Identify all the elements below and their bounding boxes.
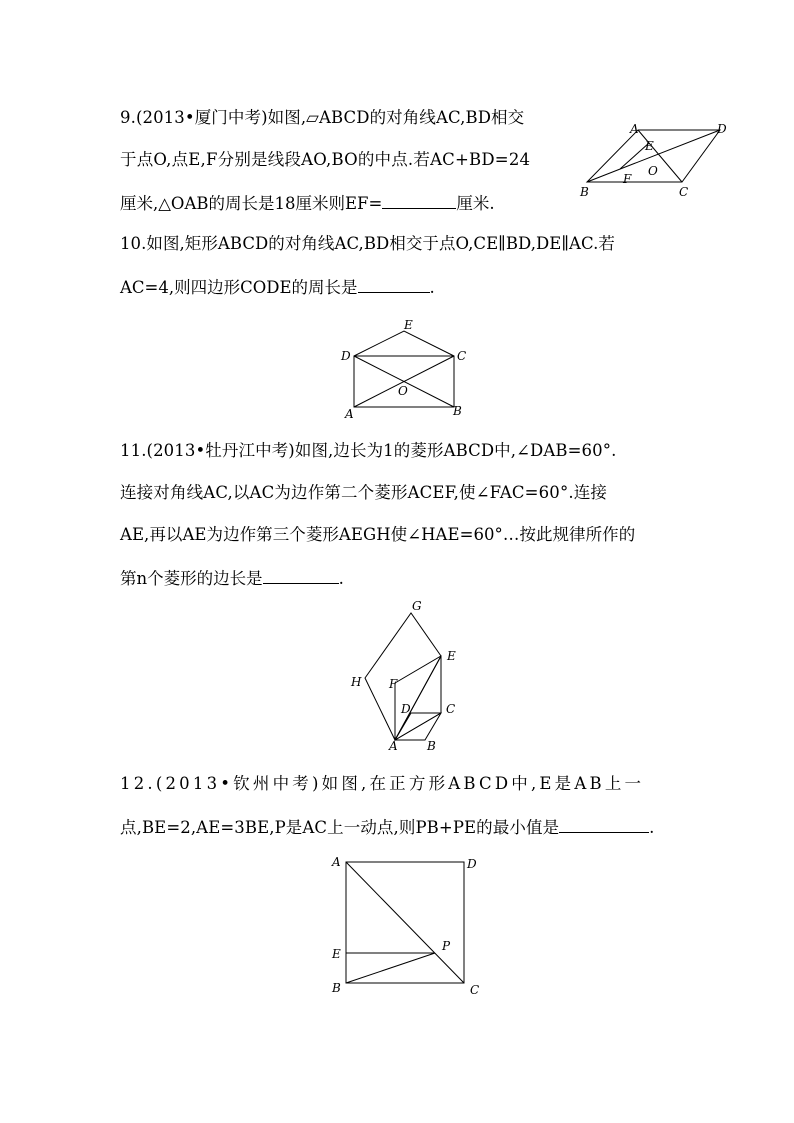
q10-rectangle-figure bbox=[338, 318, 473, 421]
q12-answer-blank[interactable] bbox=[559, 816, 649, 833]
q10-label-d: D bbox=[341, 349, 351, 363]
q10-answer-blank[interactable] bbox=[358, 276, 430, 293]
q10-line-2-before: AC=4,则四边形CODE的周长是 bbox=[120, 278, 358, 297]
q12-line-1: 12.(2013•钦州中考)如图,在正方形ABCD中,E是AB上一 bbox=[120, 774, 645, 793]
q10-label-b: B bbox=[453, 404, 462, 418]
q12-label-p: P bbox=[442, 939, 451, 953]
q11-rhombus-figure bbox=[345, 600, 465, 755]
q12-line-2-after: . bbox=[649, 818, 655, 837]
q11-rhombus-aegh bbox=[365, 613, 441, 740]
q11-label-g: G bbox=[412, 599, 422, 613]
q11-answer-blank[interactable] bbox=[263, 567, 339, 584]
q12-square-figure bbox=[328, 850, 488, 1000]
q9-label-f: F bbox=[623, 172, 632, 186]
q10-label-e: E bbox=[404, 318, 413, 332]
q11-label-h: H bbox=[351, 675, 362, 689]
q9-parallelogram-figure bbox=[575, 120, 735, 205]
q11-line-4-before: 第n个菱形的边长是 bbox=[120, 569, 263, 588]
q10-line-2 bbox=[120, 276, 435, 298]
q9-label-e: E bbox=[645, 139, 654, 153]
q9-line-3-after: 厘米. bbox=[456, 194, 495, 213]
q9-line-2: 于点O,点E,F分别是线段AO,BO的中点.若AC+BD=24 bbox=[120, 150, 531, 169]
q11-label-a: A bbox=[389, 739, 398, 753]
q10-label-a: A bbox=[345, 407, 354, 421]
q11-label-c: C bbox=[446, 702, 456, 716]
q12-line-2 bbox=[120, 816, 655, 838]
q12-line-2-before: 点,BE=2,AE=3BE,P是AC上一动点,则PB+PE的最小值是 bbox=[120, 818, 560, 837]
q9-label-b: B bbox=[580, 185, 589, 199]
q9-answer-blank[interactable] bbox=[382, 192, 456, 209]
q11-label-f: F bbox=[389, 677, 398, 691]
q9-line-1: 9.(2013•厦门中考)如图,▱ABCD的对角线AC,BD相交 bbox=[120, 108, 525, 127]
q9-label-d: D bbox=[717, 122, 727, 136]
q12-label-e: E bbox=[332, 947, 341, 961]
q12-label-c: C bbox=[470, 983, 480, 997]
q10-segments-de-ec bbox=[354, 331, 454, 356]
q10-line-1: 10.如图,矩形ABCD的对角线AC,BD相交于点O,CE∥BD,DE∥AC.若 bbox=[120, 234, 615, 253]
q9-line-3-before: 厘米,△OAB的周长是18厘米则EF= bbox=[120, 194, 383, 213]
q12-label-a: A bbox=[332, 855, 341, 869]
q10-line-2-after: . bbox=[429, 278, 435, 297]
q12-label-b: B bbox=[332, 981, 341, 995]
q12-label-d: D bbox=[467, 857, 477, 871]
q9-diagonal-ac bbox=[638, 130, 682, 182]
q9-label-o: O bbox=[648, 164, 658, 178]
q10-label-o: O bbox=[398, 384, 408, 398]
q11-line-4-after: . bbox=[338, 569, 344, 588]
q10-label-c: C bbox=[457, 349, 467, 363]
q9-label-c: C bbox=[679, 185, 689, 199]
q12-segment-bp bbox=[346, 953, 435, 983]
q11-label-e: E bbox=[447, 649, 456, 663]
q9-label-a: A bbox=[630, 122, 639, 136]
q11-line-1: 11.(2013•牡丹江中考)如图,边长为1的菱形ABCD中,∠DAB=60°. bbox=[120, 441, 617, 460]
q9-line-3 bbox=[120, 192, 495, 214]
q11-line-4 bbox=[120, 567, 344, 589]
q11-label-d: D bbox=[401, 702, 411, 716]
q11-line-3: AE,再以AE为边作第三个菱形AEGH使∠HAE=60°…按此规律所作的 bbox=[120, 525, 636, 544]
q12-diagonal-ac bbox=[346, 862, 464, 983]
q11-label-b: B bbox=[427, 739, 436, 753]
q11-line-2: 连接对角线AC,以AC为边作第二个菱形ACEF,使∠FAC=60°.连接 bbox=[120, 483, 608, 502]
